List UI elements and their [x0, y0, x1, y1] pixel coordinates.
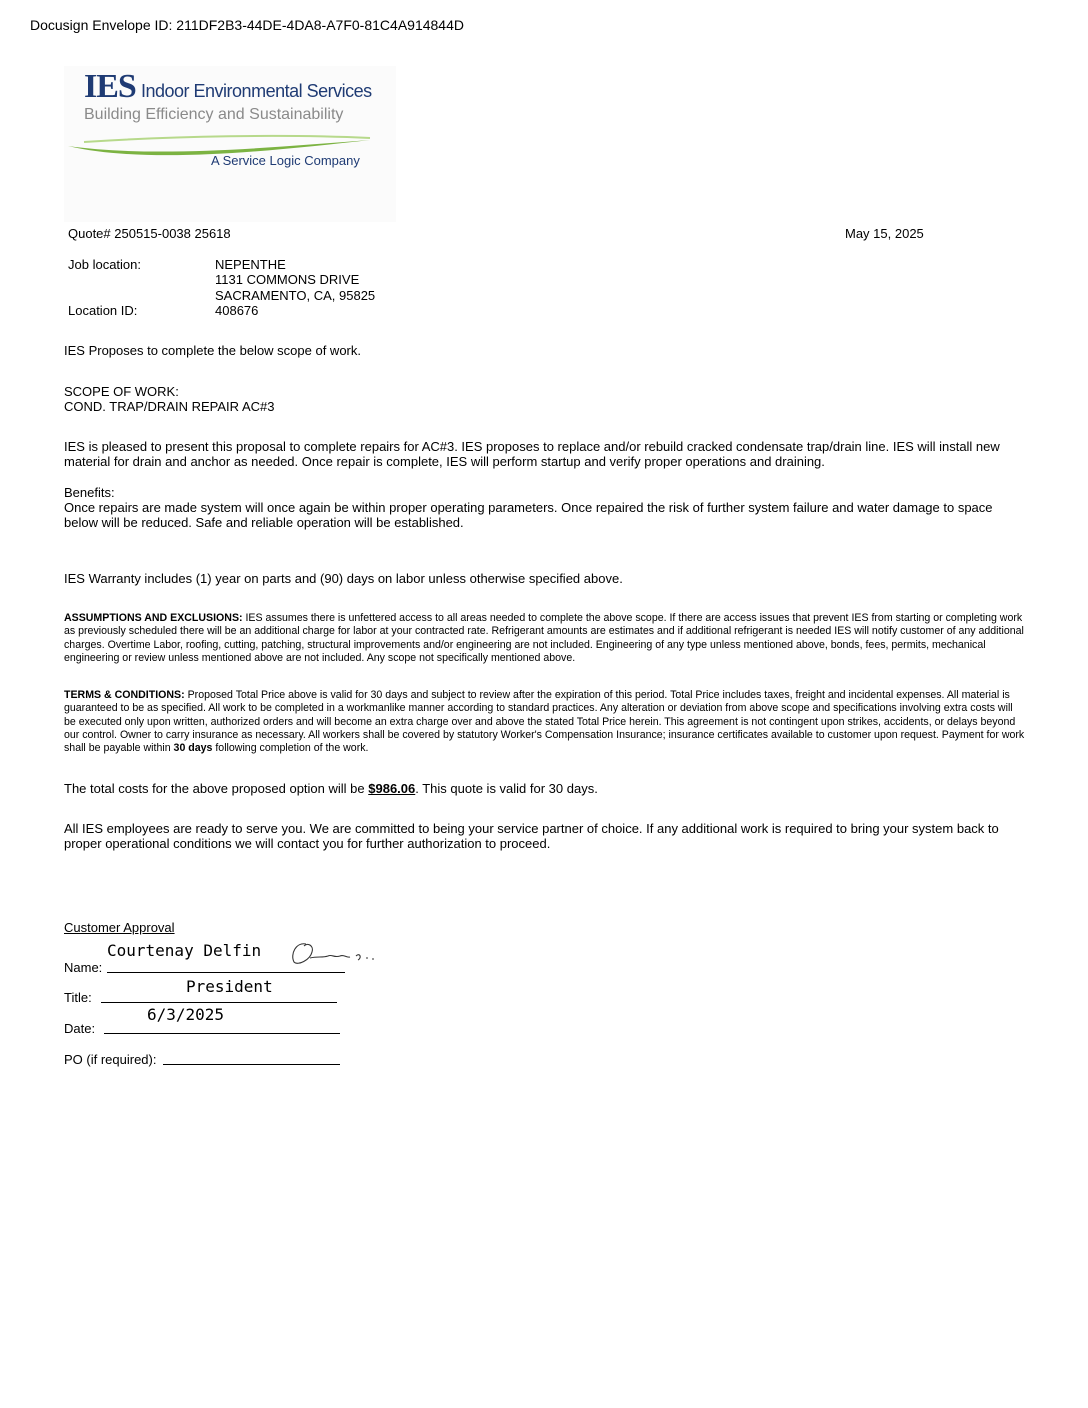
company-logo [64, 66, 396, 222]
quote-date: May 15, 2025 [845, 226, 924, 241]
po-label: PO (if required): [64, 1052, 157, 1067]
terms-tail: following completion of the work. [212, 742, 369, 755]
assumptions-text: IES assumes there is unfettered access to all areas needed to complete the above scope. If there are access issues that prevent IES from starting or completing work as previously scheduled there will be an additional charge for labor at your contracted rate. Refrigerant amounts are estimates and if additional refrigerant is needed IES will notify customer of any additional charges. Overtime Labor, roofing, cutting, patching, structural improvements and/or engineering are not included. Engineering of any type unless mentioned above, bonds, fees, permits, mechanical engineering or review unless mentioned above are not included. Any scope not specifically mentioned above. [64, 612, 1024, 664]
name-line [107, 972, 345, 973]
title-value: President [186, 977, 273, 996]
po-line [163, 1064, 340, 1065]
quote-number: Quote# 250515-0038 25618 [68, 226, 231, 241]
total-amount: $986.06 [368, 781, 416, 796]
assumptions-paragraph [64, 612, 1026, 665]
scope-title: COND. TRAP/DRAIN REPAIR AC#3 [64, 399, 275, 414]
job-address-2: SACRAMENTO, CA, 95825 [215, 288, 376, 303]
terms-payment-days: 30 days [173, 742, 213, 755]
warranty-text: IES Warranty includes (1) year on parts and (90) days on labor unless otherwise specified above. [64, 571, 623, 586]
logo-tagline: Building Efficiency and Sustainability [84, 106, 344, 123]
name-label: Name: [64, 960, 103, 975]
scope-heading: SCOPE OF WORK: [64, 384, 179, 399]
logo-brand: IES [84, 68, 136, 105]
signature-graphic [288, 938, 378, 968]
logo-company-name: Indoor Environmental Services [141, 81, 372, 101]
customer-approval-heading: Customer Approval [64, 920, 175, 935]
date-value: 6/3/2025 [147, 1005, 225, 1024]
total-prefix: The total costs for the above proposed option will be [64, 781, 369, 796]
benefits-heading: Benefits: [64, 485, 115, 500]
benefits-text: Once repairs are made system will once again be within proper operating parameters. Once repaired the risk of further system failure and water damage to space below will be reduced. Safe and reliable operation will be established. [64, 500, 993, 530]
location-id-label: Location ID: [68, 303, 138, 318]
intro-text: IES Proposes to complete the below scope of work. [64, 343, 361, 358]
terms-heading: TERMS & CONDITIONS: [64, 689, 185, 701]
terms-text: Proposed Total Price above is valid for 30 days and subject to review after the expiration of this period. Total Price includes taxes, freight and incidental expenses. All material is guaranteed to be as specified. All work to be completed in a workmanlike manner according to standard practices. Any alteration or deviation from above scope and specifications involving extra costs will be executed only upon written, authorized orders and will become an extra charge over and above the stated Total Price herein. This agreement is not contingent upon strikes, accidents, or delays beyond our control. Owner to carry insurance as necessary. All workers shall be covered by statutory Worker's Compensation Insurance; insurance certificates available to customer upon request. Payment for work shall be payable within [64, 689, 1025, 755]
job-location-label: Job location: [68, 257, 141, 272]
envelope-id: Docusign Envelope ID: 211DF2B3-44DE-4DA8-A7F0-81C4A914844D [30, 17, 464, 33]
job-address-1: 1131 COMMONS DRIVE [215, 272, 360, 287]
total-cost-line [64, 781, 598, 796]
assumptions-heading: ASSUMPTIONS AND EXCLUSIONS: [64, 612, 243, 624]
terms-paragraph [64, 689, 1026, 755]
date-line [104, 1033, 340, 1034]
closing-text: All IES employees are ready to serve you. We are committed to being your service partner of choice. If any additional work is required to bring your system back to proper operational conditions we will contact you for further authorization to proceed. [64, 821, 999, 851]
title-label: Title: [64, 990, 92, 1005]
title-line [101, 1002, 337, 1003]
scope-description: IES is pleased to present this proposal to complete repairs for AC#3. IES proposes to replace and/or rebuild cracked condensate trap/drain line. IES will install new material for drain and anchor as needed. Once repair is complete, IES will perform startup and verify proper operations and draining. [64, 439, 1000, 469]
job-name: NEPENTHE [215, 257, 286, 272]
name-value: Courtenay Delfin [107, 941, 262, 960]
location-id-value: 408676 [215, 303, 259, 318]
logo-parent-company: A Service Logic Company [211, 153, 360, 168]
total-suffix: . This quote is valid for 30 days. [415, 781, 598, 796]
date-label: Date: [64, 1021, 96, 1036]
